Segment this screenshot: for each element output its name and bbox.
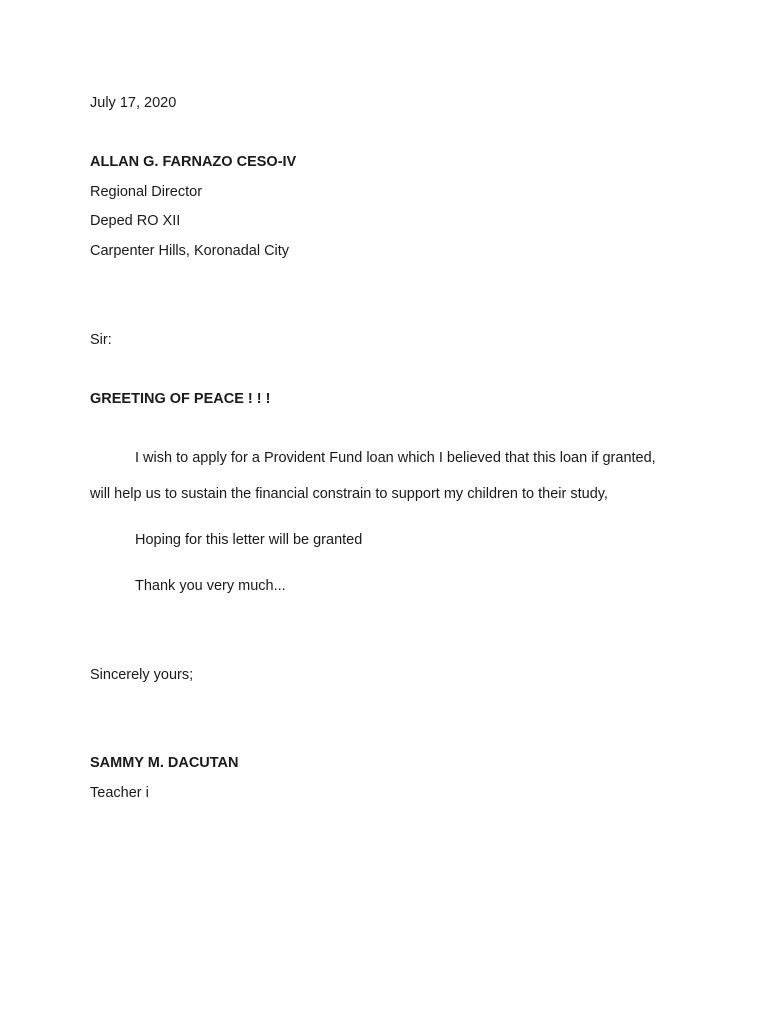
recipient-name: ALLAN G. FARNAZO CESO-IV: [90, 154, 297, 170]
body-paragraph-2: Hoping for this letter will be granted: [135, 532, 363, 548]
letter-date: July 17, 2020: [90, 95, 177, 111]
body-paragraph-1-line-2: will help us to sustain the financial constrain to support my children to their study,: [90, 486, 608, 502]
sender-title: Teacher i: [90, 785, 149, 801]
salutation: Sir:: [90, 332, 112, 348]
recipient-office: Deped RO XII: [90, 213, 181, 229]
body-paragraph-1-line-1: I wish to apply for a Provident Fund loan which I believed that this loan if granted,: [135, 450, 656, 466]
recipient-address: Carpenter Hills, Koronadal City: [90, 243, 290, 259]
sender-name: SAMMY M. DACUTAN: [90, 755, 239, 771]
closing: Sincerely yours;: [90, 667, 194, 683]
body-paragraph-3: Thank you very much...: [135, 578, 286, 594]
recipient-title: Regional Director: [90, 184, 203, 200]
greeting: GREETING OF PEACE ! ! !: [90, 391, 271, 407]
